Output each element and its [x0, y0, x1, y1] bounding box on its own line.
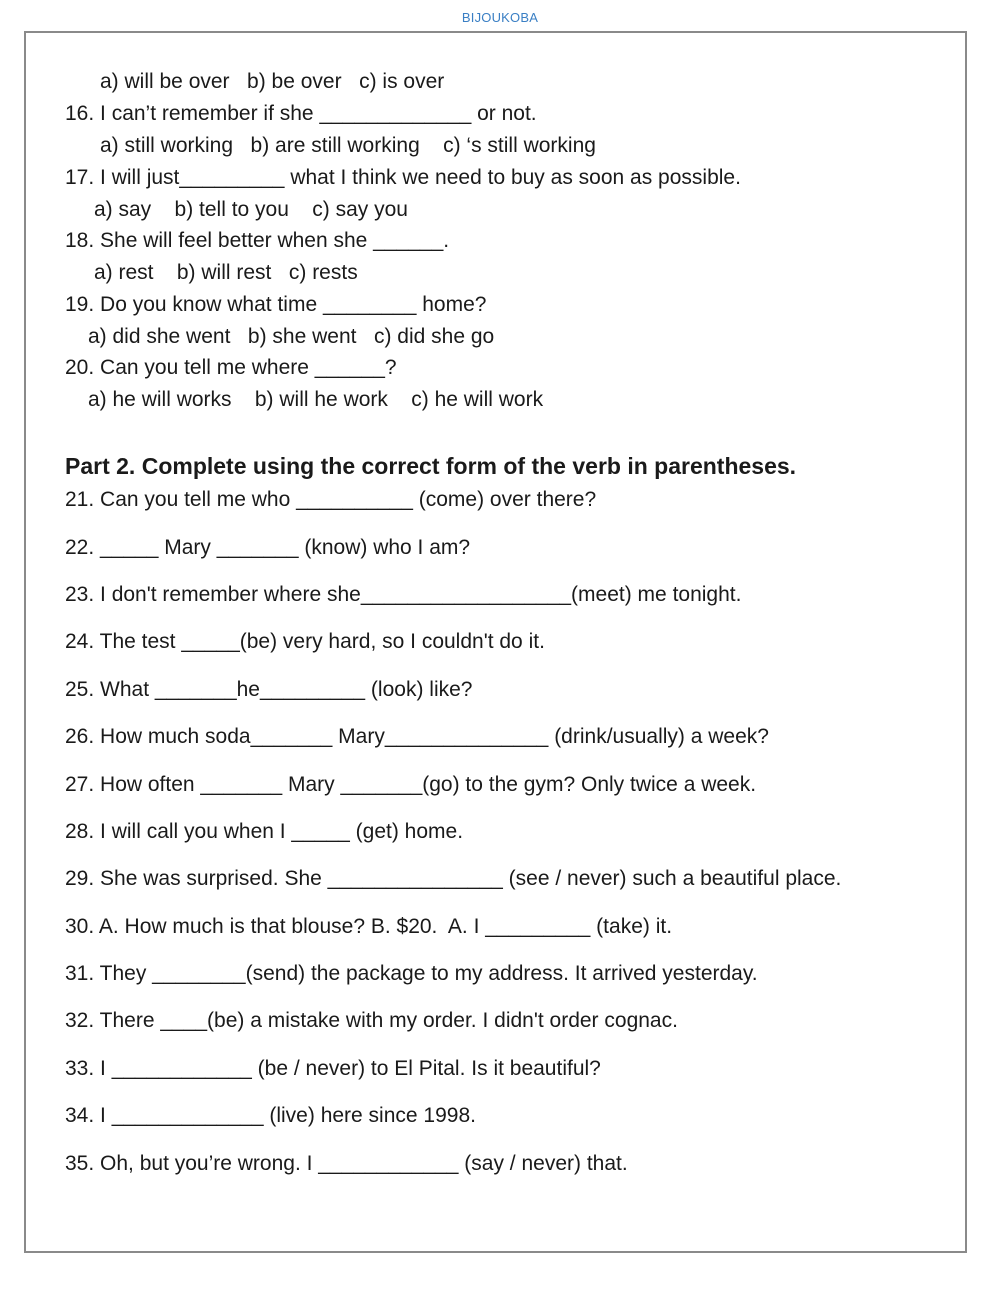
question-26: 26. How much soda_______ Mary______________ (drink/usually) a week?	[65, 725, 769, 748]
question-24: 24. The test _____(be) very hard, so I couldn't do it.	[65, 630, 545, 653]
question-18-options: a) rest b) will rest c) rests	[94, 261, 358, 284]
part-2-title: Part 2. Complete using the correct form of the verb in parentheses.	[65, 453, 797, 479]
question-20-options: a) he will works b) will he work c) he will work	[88, 388, 544, 411]
question-18: 18. She will feel better when she ______.	[65, 229, 450, 252]
question-27: 27. How often _______ Mary _______(go) to the gym? Only twice a week.	[65, 773, 757, 796]
question-32: 32. There ____(be) a mistake with my order. I didn't order cognac.	[65, 1009, 678, 1032]
question-15-options: a) will be over b) be over c) is over	[100, 70, 445, 93]
question-28: 28. I will call you when I _____ (get) home.	[65, 820, 464, 843]
question-20: 20. Can you tell me where ______?	[65, 356, 397, 379]
question-31: 31. They ________(send) the package to my address. It arrived yesterday.	[65, 962, 758, 985]
question-30: 30. A. How much is that blouse? B. $20. A. I _________ (take) it.	[65, 915, 673, 938]
question-16: 16. I can’t remember if she _____________ or not.	[65, 102, 537, 125]
worksheet-brand-header: BIJOUKOBA	[461, 10, 539, 25]
question-29: 29. She was surprised. She _______________ (see / never) such a beautiful place.	[65, 867, 842, 890]
question-19-options: a) did she went b) she went c) did she go	[88, 325, 495, 348]
question-16-options: a) still working b) are still working c) ‘s still working	[100, 134, 596, 157]
question-19: 19. Do you know what time ________ home?	[65, 293, 487, 316]
question-25: 25. What _______he_________ (look) like?	[65, 678, 473, 701]
question-21: 21. Can you tell me who __________ (come) over there?	[65, 488, 597, 511]
question-23: 23. I don't remember where she__________________(meet) me tonight.	[65, 583, 742, 606]
question-35: 35. Oh, but you’re wrong. I ____________ (say / never) that.	[65, 1152, 628, 1175]
question-22: 22. _____ Mary _______ (know) who I am?	[65, 536, 471, 559]
question-17: 17. I will just_________ what I think we need to buy as soon as possible.	[65, 166, 741, 189]
question-33: 33. I ____________ (be / never) to El Pital. Is it beautiful?	[65, 1057, 601, 1080]
question-17-options: a) say b) tell to you c) say you	[94, 198, 408, 221]
question-34: 34. I _____________ (live) here since 1998.	[65, 1104, 476, 1127]
